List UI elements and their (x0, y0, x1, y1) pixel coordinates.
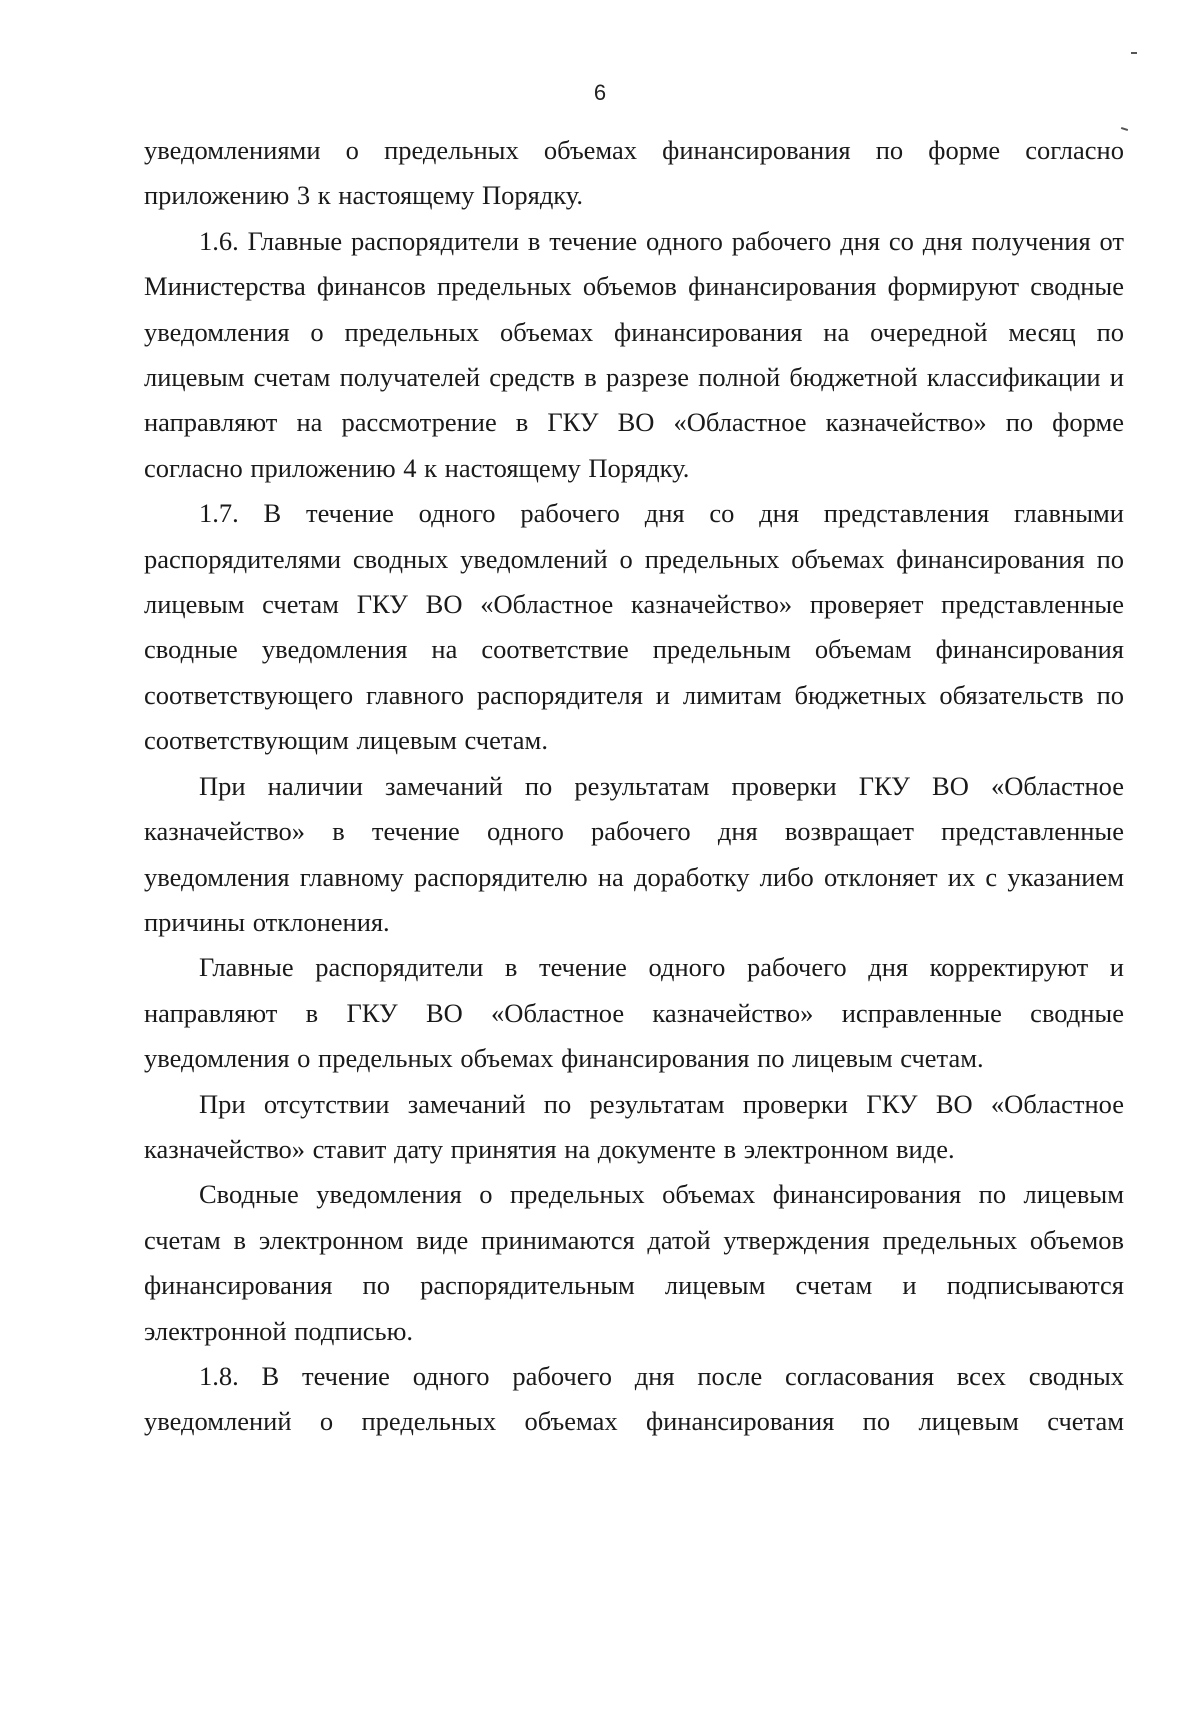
document-body (144, 128, 1124, 1445)
scan-artifact (1131, 52, 1137, 54)
paragraph-continuation: уведомлениями о предельных объемах финансирования по форме согласно приложению 3 к настоящему Порядку. (144, 135, 1124, 211)
paragraph-1-8: 1.8. В течение одного рабочего дня после согласования всех сводных уведомлений о предельных объемах финансирования по лицевым счетам (144, 1360, 1124, 1437)
page-number: 6 (593, 80, 607, 105)
paragraph-corrections: Главные распорядители в течение одного рабочего дня корректируют и направляют в ГКУ ВО «Областное казначейство» исправленные сводные уведомления о предельных объемах финансирования по лицевым счетам. (144, 952, 1124, 1074)
paragraph-electronic: Сводные уведомления о предельных объемах финансирования по лицевым счетам в электронном виде принимаются датой утверждения предельных объемов финансирования по распорядительным лицевым счетам и подписываются электронной подписью. (144, 1179, 1124, 1346)
paragraph-1-6: 1.6. Главные распорядители в течение одного рабочего дня со дня получения от Министерства финансов предельных объемов финансирования формируют сводные уведомления о предельных объемах финансирования на очередной месяц по лицевым счетам получателей средств в разрезе полной бюджетной классификации и направляют на рассмотрение в ГКУ ВО «Областное казначейство» по форме согласно приложению 4 к настоящему Порядку. (144, 225, 1124, 483)
paragraph-1-7: 1.7. В течение одного рабочего дня со дня представления главными распорядителями сводных уведомлений о предельных объемах финансирования по лицевым счетам ГКУ ВО «Областное казначейство» проверяет представленные сводные уведомления на соответствие предельным объемам финансирования соответствующего главного распорядителя и лимитам бюджетных обязательств по соответствующим лицевым счетам. (144, 498, 1124, 756)
paragraph-no-remarks: При отсутствии замечаний по результатам проверки ГКУ ВО «Областное казначейство» ставит дату принятия на документе в электронном виде. (144, 1088, 1124, 1164)
paragraph-remarks: При наличии замечаний по результатам проверки ГКУ ВО «Областное казначейство» в течение одного рабочего дня возвращает представленные уведомления главному распорядителю на доработку либо отклоняет их с указанием причины отклонения. (144, 770, 1124, 937)
